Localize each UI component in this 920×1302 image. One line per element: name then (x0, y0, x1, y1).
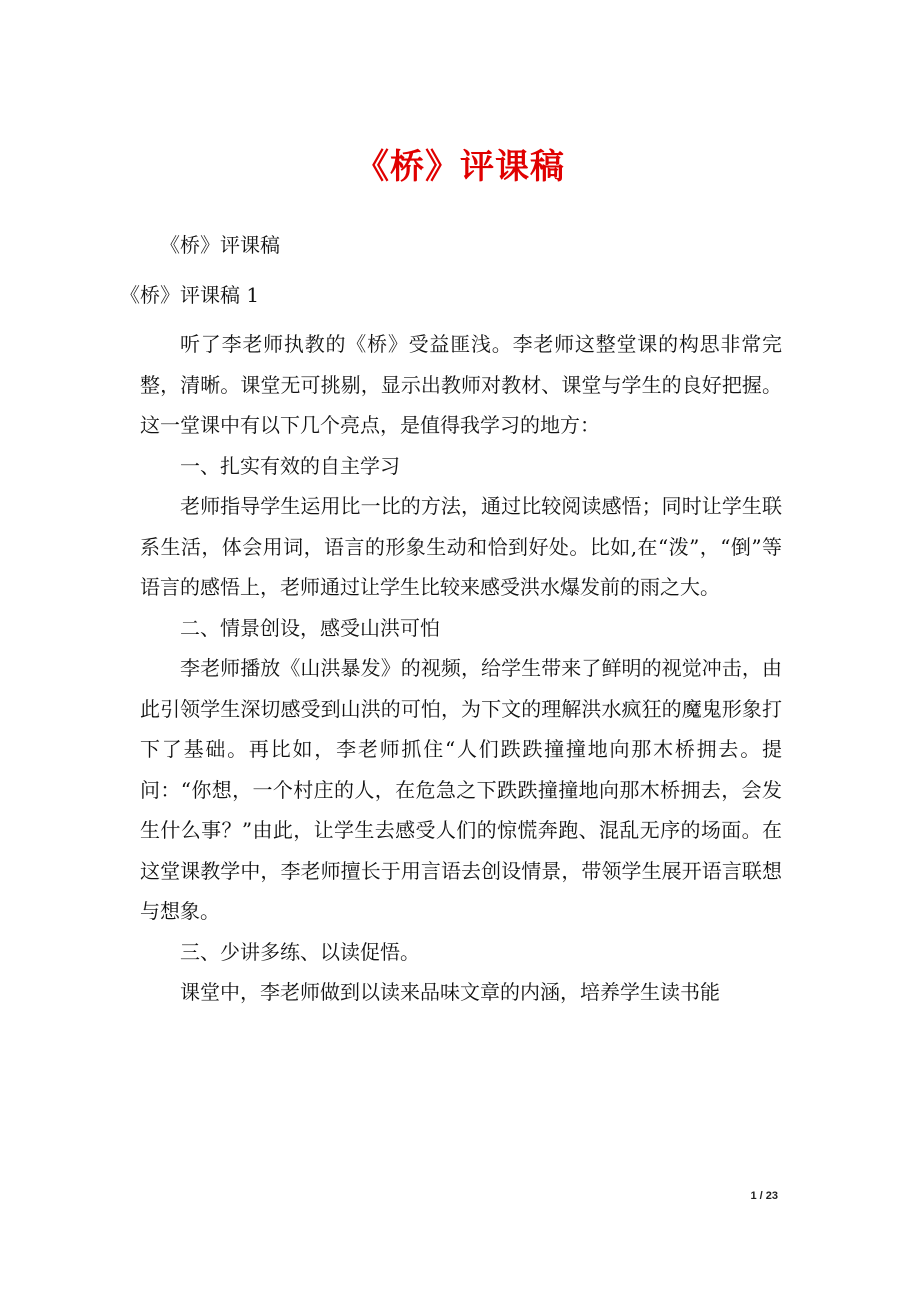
document-title: 《桥》评课稿 (355, 147, 565, 187)
paragraph-body-3: 课堂中，李老师做到以读来品味文章的内涵，培养学生读书能 (180, 980, 720, 1004)
section-heading: 《桥》评课稿 1 (120, 283, 260, 307)
paragraph-intro: 听了李老师执教的《桥》受益匪浅。李老师这整堂课的构思非常完整，清晰。课堂无可挑剔，显示出教师对教材、课堂与学生的良好把握。这一堂课中有以下几个亮点，是值得我学习的地方： (140, 332, 782, 437)
page-indicator: 1 / 23 (750, 1190, 778, 1202)
document-body (140, 324, 782, 1013)
paragraph-body-1: 老师指导学生运用比一比的方法，通过比较阅读感悟；同时让学生联系生活，体会用词，语言的形象生动和恰到好处。比如,在“泼”，“倒”等语言的感悟上，老师通过让学生比较来感受洪水爆发前的雨之大。 (140, 494, 782, 599)
paragraph-heading-3: 三、少讲多练、以读促悟。 (180, 939, 420, 964)
paragraph-heading-1: 一、扎实有效的自主学习 (180, 453, 400, 478)
paragraph-heading-2: 二、情景创设，感受山洪可怕 (180, 615, 440, 640)
paragraph-body-2: 李老师播放《山洪暴发》的视频，给学生带来了鲜明的视觉冲击，由此引领学生深切感受到山洪的可怕，为下文的理解洪水疯狂的魔鬼形象打下了基础。再比如，李老师抓住“人们跌跌撞撞地向那木桥拥去。提问：“你想，一个村庄的人，在危急之下跌跌撞撞地向那木桥拥去，会发生什么事？”由此，让学生去感受人们的惊慌奔跑、混乱无序的场面。在这堂课教学中，李老师擅长于用言语去创设情景，带领学生展开语言联想与想象。 (140, 656, 782, 923)
document-subtitle: 《桥》评课稿 (160, 233, 280, 257)
